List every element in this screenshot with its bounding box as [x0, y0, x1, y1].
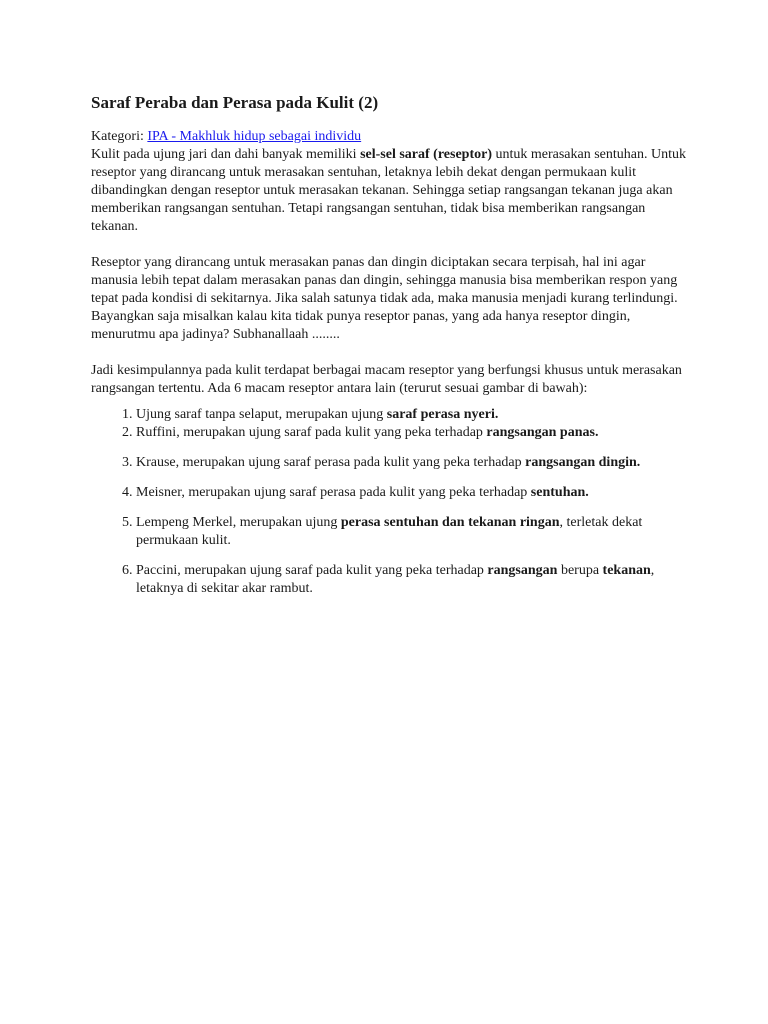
document-page: [91, 92, 691, 610]
list-item-text: Meisner, merupakan ujung saraf perasa pada kulit yang peka terhadap: [136, 485, 531, 500]
paragraph-1-pre: Kulit pada ujung jari dan dahi banyak memiliki: [91, 147, 361, 162]
kategori-label: Kategori:: [91, 129, 148, 144]
list-item: [136, 514, 691, 550]
kategori-line: [91, 128, 691, 146]
list-item-bold: sentuhan.: [530, 485, 589, 500]
list-item-bold: rangsangan: [487, 563, 558, 578]
paragraph-1: [91, 146, 691, 236]
list-item-text: Lempeng Merkel, merupakan ujung: [136, 515, 341, 530]
paragraph-3: Jadi kesimpulannya pada kulit terdapat berbagai macam reseptor yang berfungsi khusus untuk merasakan rangsangan tertentu. Ada 6 macam reseptor antara lain (terurut sesuai gambar di bawah):: [91, 363, 682, 396]
list-item: [136, 484, 691, 502]
list-item-bold: rangsangan panas.: [486, 425, 599, 440]
list-item: [136, 406, 691, 424]
page-title: Saraf Peraba dan Perasa pada Kulit (2): [91, 93, 379, 112]
paragraph-2: Reseptor yang dirancang untuk merasakan panas dan dingin diciptakan secara terpisah, hal ini agar manusia lebih tepat dalam merasakan panas dan dingin, sehingga manusia bisa memberikan respon yang tepat pada kondisi di sekitarnya. Jika salah satunya tidak ada, maka manusia menjadi kurang terlindungi. Bayangkan saja misalkan kalau kita tidak punya reseptor panas, yang ada hanya reseptor dingin, menurutmu apa jadinya? Subhanallaah ........: [91, 255, 678, 342]
list-item-text-mid: berupa: [557, 563, 603, 578]
list-item-text: Ruffini, merupakan ujung saraf pada kulit yang peka terhadap: [136, 425, 487, 440]
kategori-link[interactable]: IPA - Makhluk hidup sebagai individu: [147, 129, 362, 144]
list-item-text: Krause, merupakan ujung saraf perasa pada kulit yang peka terhadap: [136, 455, 526, 470]
list-item-text: Ujung saraf tanpa selaput, merupakan ujung: [136, 407, 387, 422]
list-item-bold: rangsangan dingin.: [525, 455, 641, 470]
list-item-text: Paccini, merupakan ujung saraf pada kulit yang peka terhadap: [136, 563, 488, 578]
list-item: [136, 424, 691, 442]
list-item-text-post: , terletak dekat permukaan kulit.: [136, 515, 643, 548]
paragraph-1-post: untuk merasakan sentuhan. Untuk reseptor yang dirancang untuk merasakan sentuhan, letaknya lebih dekat dengan permukaan kulit dibandingkan dengan reseptor untuk merasakan tekanan. Sehingga setiap rangsangan tekanan juga akan memberikan rangsangan sentuhan. Tetapi rangsangan sentuhan, tidak bisa memberikan rangsangan tekanan.: [91, 147, 686, 234]
paragraph-1-bold: sel-sel saraf (reseptor): [360, 147, 492, 162]
receptor-list: [91, 406, 691, 598]
list-item-bold-2: tekanan: [602, 563, 651, 578]
list-item-text-post: , letaknya di sekitar akar rambut.: [136, 563, 655, 596]
list-item-bold: saraf perasa nyeri.: [386, 407, 499, 422]
list-item: [136, 454, 691, 472]
list-item-bold: perasa sentuhan dan tekanan ringan: [340, 515, 560, 530]
list-item: [136, 562, 691, 598]
